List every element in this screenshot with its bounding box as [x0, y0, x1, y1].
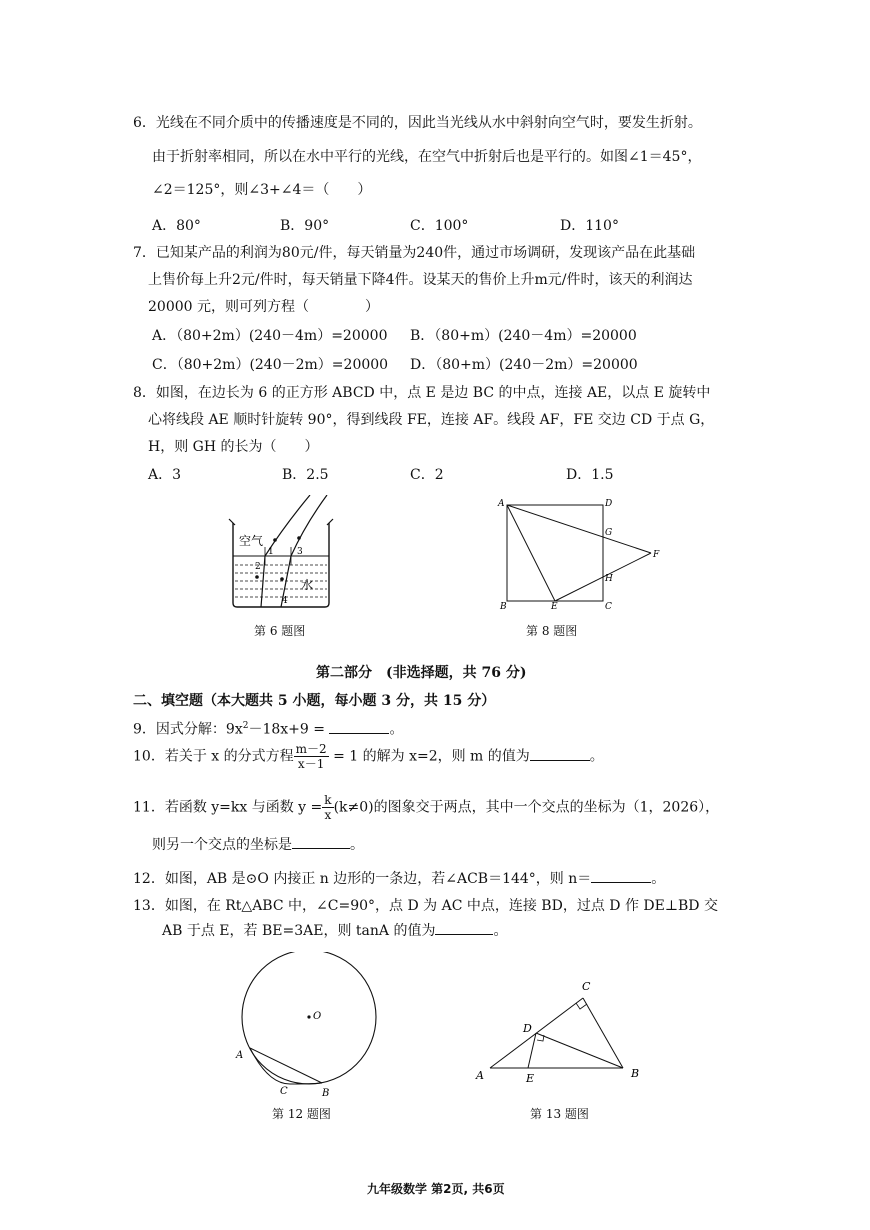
q12-end: 。: [651, 871, 666, 887]
q7-line2: 上售价每上升2元/件时，每天销量下降4件。设某天的售价上升m元/件时，该天的利润达: [148, 272, 693, 288]
fig8-square-diagram: [495, 495, 665, 615]
q7-line1: 7．已知某产品的利润为80元/件，每天销量为240件，通过市场调研，发现该产品在此基础: [133, 245, 696, 261]
fig12-point-c: C: [280, 1086, 288, 1097]
fig13-point-c: C: [582, 980, 591, 993]
q7-option-d: D．（80+m）(240－2m）=20000: [410, 357, 638, 373]
fig8-point-b: B: [500, 602, 507, 612]
fig13-triangle-diagram: [470, 980, 650, 1090]
q11-fraction: [322, 793, 333, 822]
q11-numerator: k: [324, 793, 332, 807]
q11-line2-text: 则另一个交点的坐标是: [152, 837, 292, 853]
q11-end: 。: [350, 837, 364, 853]
fig12-circle-diagram: [228, 952, 388, 1104]
fig13-point-a: A: [476, 1069, 484, 1082]
q12-text: 12．如图，AB 是⊙O 内接正 n 边形的一条边，若∠ACB＝144°，则 n＝: [133, 871, 592, 887]
q9-end: 。: [389, 721, 404, 738]
q10-answer-blank: [530, 746, 590, 761]
q8-option-a: A．3: [148, 467, 182, 483]
fig6-angle-4: 4: [282, 596, 288, 606]
fig6-caption: 第 6 题图: [254, 624, 306, 638]
fig12-point-a: A: [236, 1050, 244, 1061]
q9-suffix: －18x+9 =: [248, 721, 330, 738]
q11-answer-blank: [292, 834, 350, 849]
fig12-point-o: O: [313, 1011, 322, 1022]
q11-suffix: (k≠0)的图象交于两点，其中一个交点的坐标为（1，2026），: [333, 799, 720, 816]
q6-option-c: C．100°: [410, 218, 469, 234]
q7-option-a: A．（80+2m）(240－4m）=20000: [152, 328, 388, 344]
q8-option-b: B．2.5: [282, 467, 329, 483]
q10-end: 。: [589, 748, 604, 765]
q8-option-c: C．2: [410, 467, 444, 483]
q13-line1: 13．如图，在 Rt△ABC 中，∠C=90°，点 D 为 AC 中点，连接 BD，过点 D 作 DE⊥BD 交: [133, 898, 718, 914]
q6-line2: 由于折射率相同，所以在水中平行的光线，在空气中折射后也是平行的。如图∠1＝45°，: [152, 149, 702, 165]
q13-line2-text: AB 于点 E，若 BE=3AE，则 tanA 的值为: [162, 923, 436, 939]
q8-line2: 心将线段 AE 顺时针旋转 90°，得到线段 FE，连接 AF。线段 AF，FE 交边 CD 于点 G，: [148, 412, 715, 428]
q13-end: 。: [493, 923, 508, 939]
q11-prefix: 11．若函数 y=kx 与函数 y =: [133, 799, 323, 816]
q9-sup: 2: [242, 721, 249, 731]
q8-line3: H，则 GH 的长为（ ）: [148, 439, 319, 455]
q6-option-d: D．110°: [560, 218, 619, 234]
q6-option-a: A．80°: [152, 218, 201, 234]
fig6-angle-1: 1: [268, 547, 274, 557]
q7-option-c: C．（80+2m）(240－2m）=20000: [152, 357, 389, 373]
fig8-point-g: G: [605, 528, 613, 538]
q10-numerator: m－2: [295, 742, 327, 756]
fig8-point-h: H: [605, 574, 613, 584]
q13-answer-blank: [435, 920, 493, 935]
part2-title: 第二部分 (非选择题，共 76 分): [316, 665, 527, 681]
q7-line3: 20000 元，则可列方程（ ）: [148, 299, 379, 315]
q12: [133, 868, 665, 889]
q8-line1: 8．如图，在边长为 6 的正方形 ABCD 中，点 E 是边 BC 的中点，连接 AE，以点 E 旋转中: [133, 385, 711, 401]
fig8-point-a: A: [498, 499, 505, 509]
q9-prefix: 9．因式分解：9x: [133, 721, 243, 738]
q10-prefix: 10．若关于 x 的分式方程: [133, 748, 294, 765]
fig6-beaker-diagram: [225, 495, 345, 615]
q9-answer-blank: [329, 719, 389, 734]
fig12-point-b: B: [322, 1088, 330, 1099]
q6-line3: ∠2＝125°，则∠3+∠4＝（ ）: [152, 182, 372, 198]
fig6-water-label: 水: [301, 578, 314, 592]
page-footer: 九年级数学 第2页, 共6页: [367, 1182, 505, 1196]
q7-option-b: B．（80+m）(240－4m）=20000: [410, 328, 637, 344]
q10-suffix: = 1 的解为 x=2，则 m 的值为: [328, 748, 530, 765]
fig12-caption: 第 12 题图: [272, 1107, 331, 1121]
fig6-angle-2: 2: [255, 562, 261, 572]
q9: [133, 716, 403, 740]
fig13-caption: 第 13 题图: [530, 1107, 589, 1121]
fig8-point-d: D: [605, 499, 613, 509]
q10-fraction: [294, 742, 329, 771]
q10: [133, 742, 604, 771]
fig13-point-d: D: [523, 1022, 532, 1035]
fig8-caption: 第 8 题图: [526, 624, 578, 638]
fig13-point-b: B: [631, 1067, 640, 1080]
fig8-point-e: E: [551, 602, 558, 612]
section-heading: 二、填空题（本大题共 5 小题，每小题 3 分，共 15 分）: [133, 693, 496, 709]
q10-denominator: x－1: [297, 757, 325, 771]
fig6-air-label: 空气: [239, 534, 264, 548]
q8-option-d: D．1.5: [566, 467, 614, 483]
q11: [133, 793, 719, 822]
fig6-angle-3: 3: [297, 547, 303, 557]
fig8-point-c: C: [605, 602, 612, 612]
q13-line2: [162, 920, 507, 941]
q6-option-b: B．90°: [280, 218, 330, 234]
q11-line2: [152, 834, 364, 855]
q11-denominator: x: [324, 808, 332, 822]
q12-answer-blank: [591, 868, 651, 883]
fig8-point-f: F: [653, 550, 660, 560]
fig13-point-e: E: [526, 1072, 535, 1085]
q6-line1: 6．光线在不同介质中的传播速度是不同的，因此当光线从水中斜射向空气时，要发生折射。: [133, 115, 702, 131]
